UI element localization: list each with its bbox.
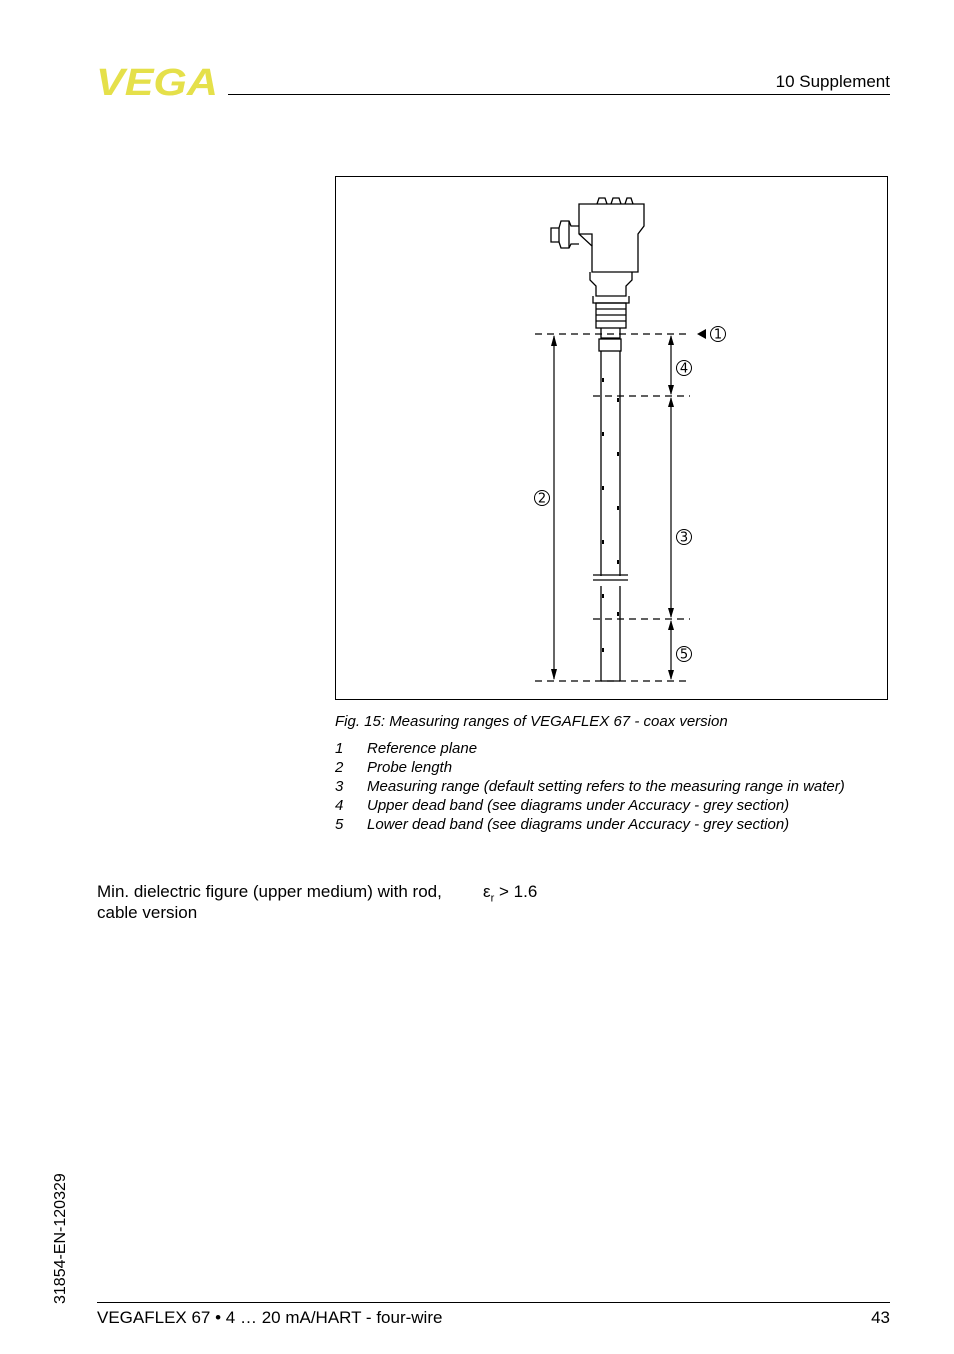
legend-text: Upper dead band (see diagrams under Accuracy - grey section) bbox=[367, 797, 790, 814]
legend-text: Measuring range (default setting refers to the measuring range in water) bbox=[367, 778, 845, 795]
spec-subscript: r bbox=[490, 892, 495, 905]
figure-caption: Fig. 15: Measuring ranges of VEGAFLEX 67 - coax version bbox=[335, 713, 728, 730]
spec-value bbox=[483, 881, 537, 909]
legend-number: 1 bbox=[335, 740, 344, 757]
spec-symbol: ε bbox=[483, 882, 491, 901]
footer-rule bbox=[97, 1302, 890, 1303]
probe-diagram bbox=[335, 176, 888, 700]
callout-3: 3 bbox=[679, 530, 689, 546]
spec-label: Min. dielectric figure (upper medium) with rod, cable version bbox=[97, 882, 442, 922]
legend-item bbox=[335, 777, 845, 796]
page-number: 43 bbox=[871, 1308, 890, 1327]
figure-legend bbox=[335, 739, 845, 834]
legend-text: Probe length bbox=[367, 759, 453, 776]
legend-number: 2 bbox=[335, 759, 344, 776]
section-title: 10 Supplement bbox=[775, 72, 890, 91]
legend-number: 4 bbox=[335, 797, 344, 814]
spec-value-text: > 1.6 bbox=[494, 882, 538, 901]
legend-number: 3 bbox=[335, 778, 344, 795]
callout-4: 4 bbox=[679, 361, 689, 377]
legend-item bbox=[335, 758, 845, 777]
legend-number: 5 bbox=[335, 816, 344, 833]
callout-5: 5 bbox=[679, 647, 689, 663]
svg-text:VEGA: VEGA bbox=[96, 64, 218, 98]
legend-item bbox=[335, 739, 845, 758]
callout-2: 2 bbox=[537, 491, 547, 507]
legend-item bbox=[335, 815, 845, 834]
document-id: 31854-EN-120329 bbox=[52, 1173, 69, 1304]
legend-item bbox=[335, 796, 845, 815]
legend-text: Lower dead band (see diagrams under Accuracy - grey section) bbox=[367, 816, 790, 833]
legend-text: Reference plane bbox=[367, 740, 478, 757]
callout-1: 1 bbox=[713, 327, 723, 343]
footer-product: VEGAFLEX 67 • 4 … 20 mA/HART - four-wire bbox=[97, 1308, 443, 1327]
header-rule bbox=[228, 94, 890, 95]
vega-logo bbox=[96, 64, 220, 98]
